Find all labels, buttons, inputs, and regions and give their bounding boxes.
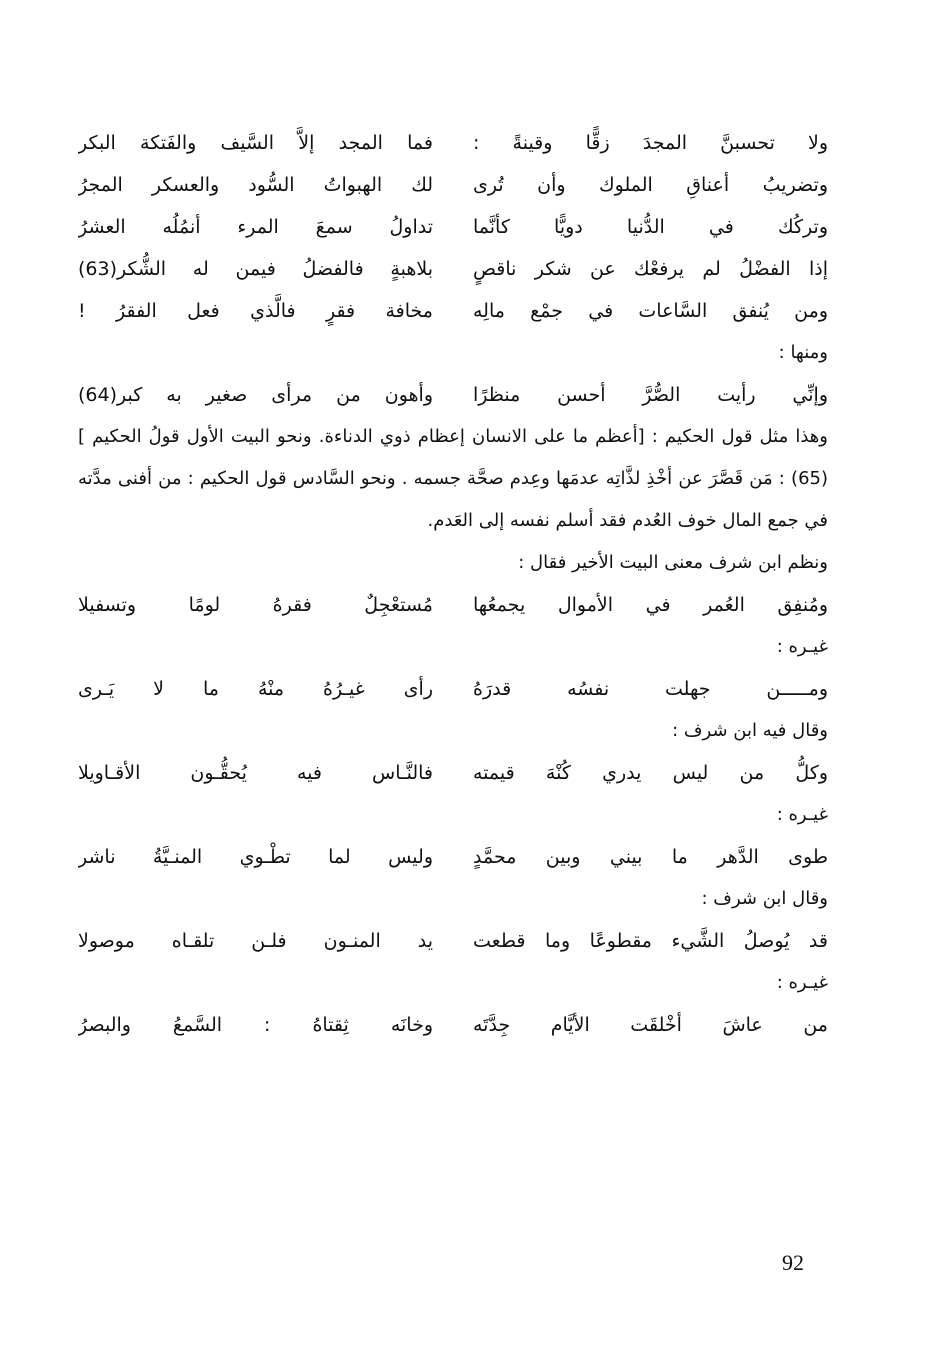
verse-line	[78, 248, 828, 290]
verse-second-hemistich: رأى غيـرُهُ منْهُ ما لا يَـرى	[78, 678, 433, 700]
section-label: ونظم ابن شرف معنى البيت الأخير فقال :	[518, 552, 828, 573]
verse-line	[78, 920, 828, 962]
verse-first-hemistich: وكلُّ من ليس يدري كُنْهَ قيمته	[473, 762, 828, 784]
verse-line	[78, 668, 828, 710]
verse-first-hemistich: ولا تحسبنَّ المجدَ زقًّا وقينةً :	[473, 132, 828, 154]
verse-second-hemistich: تداولُ سمعَ المرء أنمُلُه العشرُ	[78, 216, 433, 238]
verse-line	[78, 164, 828, 206]
verse-second-hemistich: بلاهبةٍ فالفضلُ فيمن له الشُّكر(63)	[78, 258, 433, 280]
section-label: غيـره :	[776, 636, 828, 657]
page-body	[78, 122, 828, 1046]
verse-line	[78, 584, 828, 626]
verse-second-hemistich: لك الهبواتُ السُّود والعسكر المجرُ	[78, 174, 433, 196]
verse-second-hemistich: مخافة فقرٍ فالَّذي فعل الفقرُ !	[78, 300, 433, 322]
verse-line	[78, 206, 828, 248]
verse-second-hemistich: وأهون من مرأى صغير به كبر(64)	[78, 384, 433, 406]
verse-line	[78, 290, 828, 332]
verse-first-hemistich: وتضريبُ أعناقِ الملوك وأن تُرى	[473, 174, 828, 196]
prose-paragraph: وهذا مثل قول الحكيم : [أعظم ما على الانسان إعظام ذوي الدناءة. ونحو البيت الأول قولُ الحكيم ](65) : مَن قَصَّرَ عن أخْذِ لذَّاتِه عدمَها وعِدم صحَّة جسمه . ونحو السَّادس قول الحكيم : من أفنى مدَّته في جمع المال خوف العُدم فقد أسلم نفسه إلى العَدم.	[78, 426, 828, 531]
verse-second-hemistich: وخانَه ثِقتاهُ : السَّمعُ والبصرُ	[78, 1014, 433, 1036]
section-label: وقال ابن شرف :	[701, 888, 828, 909]
verse-second-hemistich: مُستعْجِلٌ فقرهُ لومًا وتسفيلا	[78, 594, 433, 616]
verse-second-hemistich: فالنَّـاس فيه يُحقُّـون الأقـاويلا	[78, 762, 433, 784]
section-label: ومنها :	[778, 342, 828, 363]
verse-first-hemistich: ومن يُنفق السَّاعات في جمْع مالِه	[473, 300, 828, 322]
verse-first-hemistich: وإنِّي رأيت الصُّرَّ أحسن منظرًا	[473, 384, 828, 406]
verse-first-hemistich: طوى الدَّهر ما بيني وبين محمَّدٍ	[473, 846, 828, 868]
verse-first-hemistich: وتركُك في الدُّنيا دويًّا كأنَّما	[473, 216, 828, 238]
verse-second-hemistich: يد المنـون فلـن تلقـاه موصولا	[78, 930, 433, 952]
section-label: غيـره :	[776, 972, 828, 993]
verse-line	[78, 374, 828, 416]
section-label: غيـره :	[776, 804, 828, 825]
section-label: وقال فيه ابن شرف :	[672, 720, 828, 741]
verse-first-hemistich: إذا الفضْلُ لم يرفعْك عن شكر ناقصٍ	[473, 258, 828, 280]
page-number: 92	[782, 1250, 804, 1275]
verse-line	[78, 752, 828, 794]
verse-first-hemistich: ومـــــن جهلت نفسُه قدرَهُ	[473, 678, 828, 700]
verse-second-hemistich: فما المجد إلاَّ السَّيف والفَتكة البكر	[78, 132, 433, 154]
verse-first-hemistich: قد يُوصلُ الشَّيء مقطوعًا وما قطعت	[473, 930, 828, 952]
verse-line	[78, 1004, 828, 1046]
verse-first-hemistich: ومُنفِق العُمر في الأموال يجمعُها	[473, 594, 828, 616]
verse-second-hemistich: وليس لما تطْـوي المنـيَّةُ ناشر	[78, 846, 433, 868]
verse-line	[78, 836, 828, 878]
verse-first-hemistich: من عاشَ أخْلقَت الأيَّام جِدَّتَه	[473, 1014, 828, 1036]
verse-line	[78, 122, 828, 164]
